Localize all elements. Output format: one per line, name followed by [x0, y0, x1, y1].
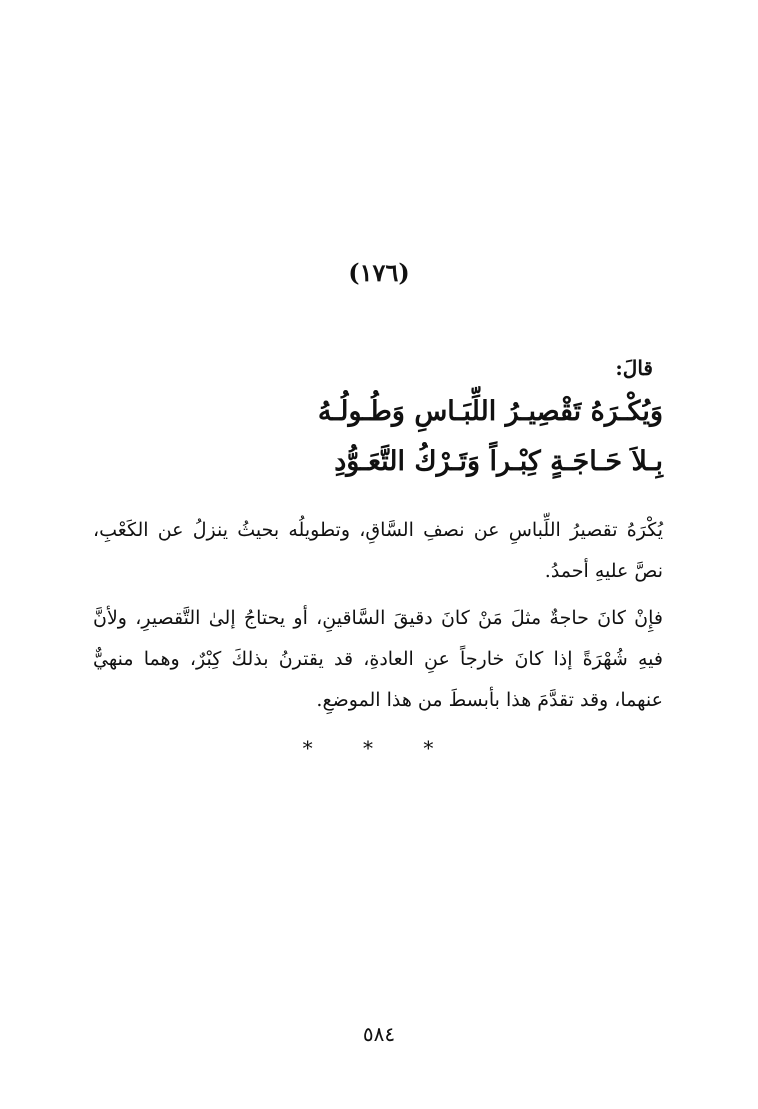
section-number: (١٧٦)	[348, 258, 410, 287]
commentary-paragraph-1: يُكْرَهُ تقصيرُ اللِّباسِ عن نصفِ السَّاقِ، وتطويلُه بحيثُ ينزلُ عن الكَعْبِ، نصَّ عليهِ أحمدُ.	[93, 519, 663, 582]
verse-line-2: بِـلاَ حَـاجَـةٍ كِبْـراً وَتَـرْكُ التَّعَـوُّدِ	[334, 446, 663, 477]
verse-line-1: وَيُكْـرَهُ تَقْصِيـرُ اللِّبَـاسِ وَطُـولُـهُ	[317, 396, 663, 427]
commentary-paragraph-2: فإِنْ كانَ حاجةٌ مثلَ مَنْ كانَ دقيقَ السَّاقينِ، أو يحتاجُ إلىٰ التَّقصيرِ، ولأنَّ فيهِ شُهْرَةً إذا كانَ خارجاً عنِ العادةِ، قد يقترنُ بذلكَ كِبْرٌ، وهما منهيٌّ عنهما، وقد تقدَّمَ هذا بأبسطَ من هذا الموضعِ.	[93, 607, 663, 711]
section-separator: * * *	[302, 736, 456, 760]
page-number: ٥٨٤	[362, 1022, 396, 1046]
speaker-label: قالَ:	[615, 356, 653, 380]
